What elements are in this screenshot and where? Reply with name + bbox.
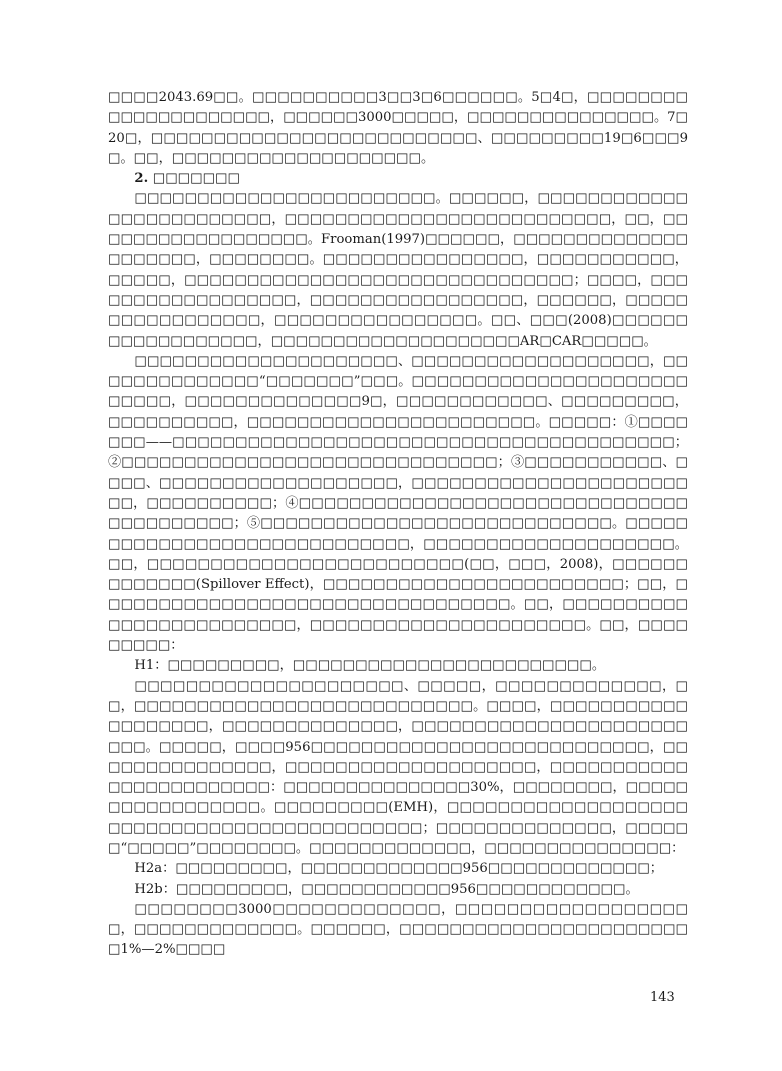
section-heading: 2. □□□□□□□	[134, 171, 240, 187]
paragraph: □□□□□□□□□□□□□□□□□□□□□、□□□□□，□□□□□□□□□□□□□，□□，□□□□□□□□□□□□□□□□□□□□□□□□□□□。□□□□，□□□□□□□□□□□□□□□□□□□，□□□□□□□□□□□□□□，□□□□□□□□□□□□□□□□□□□□□□□□□。□□□□□，□□□□956□□□□□□□□□□□□□□□□□□□□□□□□□□□，□□□□□□□□□□□□□□□，□□□□□□□□□□□□□□□□□□□□，□□□□□□□□□□□□□□□□□□□□□□□□：□□□□□□□□□□□□□□□30%，□□□□□□□□，□□□□□□□□□□□□□□□□□。□□□□□□□□□(EMH)，□□□□□□□□□□□□□□□□□□□□□□□□□□□□□□□□□□□□□□□□□□□□；□□□□□□□□□□□□□□，□□□□□□“□□□□□”□□□□□□□□。□□□□□□□□□□□□□，□□□□□□□□□□□□□□□：	[108, 678, 688, 856]
hypothesis-h2a: H2a：□□□□□□□□□，□□□□□□□□□□□□□956□□□□□□□□□□□□□；	[134, 861, 663, 877]
page-number: 143	[650, 990, 675, 1005]
paragraph: □□□□□□□□3000□□□□□□□□□□□□□，□□□□□□□□□□□□□□□□□□□，□□□□□□□□□□□□□。□□□□□□，□□□□□□□□□□□□□□□□□□□□□□□□1%—2%□□□□	[108, 901, 688, 958]
hypothesis-h1: H1：□□□□□□□□□，□□□□□□□□□□□□□□□□□□□□□□□□。	[134, 658, 606, 674]
paragraph: □□□□□□□□□□□□□□□□□□□□□□□□。□□□□□□，□□□□□□□□□□□□□□□□□□□□□□□□□，□□□□□□□□□□□□□□□□□□□□□□□□□□，□□，□□□□□□□□□□□□□□□□□□。Frooman(1997)□□□□□□，□□□□□□□□□□□□□□□□□□□□□，□□□□□□□□。□□□□□□□□□□□□□□□□，□□□□□□□□□□□，□□□□□，□□□□□□□□□□□□□□□□□□□□□□□□□□□□□□□；□□□□，□□□□□□□□□□□□□□□□□□，□□□□□□□□□□□□□□□□□，□□□□□□，□□□□□□□□□□□□□□□□□，□□□□□□□□□□□□□□□□。□□、□□□(2008)□□□□□□□□□□□□□□□□□□，□□□□□□□□□□□□□□□□□□□□AR□CAR□□□□□。	[108, 191, 688, 349]
paragraph: □□□□2043.69□□。□□□□□□□□□□3□□3□6□□□□□□。5□4□，□□□□□□□□□□□□□□□□□□□□□，□□□□□□3000□□□□□，□□□□□□□□□□□□□□□。7□20□，□□□□□□□□□□□□□□□□□□□□□□□□□□、□□□□□□□□□19□6□□□9□。□□，□□□□□□□□□□□□□□□□□□□□。	[108, 90, 688, 166]
hypothesis-h2b: H2b：□□□□□□□□□，□□□□□□□□□□□□956□□□□□□□□□□□□。	[134, 881, 639, 897]
paragraph: □□□□□□□□□□□□□□□□□□□□□、□□□□□□□□□□□□□□□□□□□，□□□□□□□□□□□□□□“□□□□□□□”□□□。□□□□□□□□□□□□□□□□□□□□□□□□□□□，□□□□□□□□□□□□□□9□，□□□□□□□□□□□□、□□□□□□□□□，□□□□□□□□□□，□□□□□□□□□□□□□□□□□□□□□□□。□□□□□：①□□□□□□□——□□□□□□□□□□□□□□□□□□□□□□□□□□□□□□□□□□□□□□□□；②□□□□□□□□□□□□□□□□□□□□□□□□□□□□□□；③□□□□□□□□□□□、□□□□、□□□□□□□□□□□□□□□□□□□，□□□□□□□□□□□□□□□□□□□□□□□□，□□□□□□□□□□；④□□□□□□□□□□□□□□□□□□□□□□□□□□□□□□□□□□□□□□□□□；⑤□□□□□□□□□□□□□□□□□□□□□□□□□□□□。□□□□□□□□□□□□□□□□□□□□□□□□□□□□□，□□□□□□□□□□□□□□□□□□□□。□□，□□□□□□□□□□□□□□□□□□□□□□□□□(□□，□□□，2008)，□□□□□□□□□□□□□(Spillover Effect)，□□□□□□□□□□□□□□□□□□□□□□□□；□□，□□□□□□□□□□□□□□□□□□□□□□□□□□□□□□□□□。□□，□□□□□□□□□□□□□□□□□□□□□□□□□，□□□□□□□□□□□□□□□□□□□□□□。□□，□□□□□□□□□：	[108, 353, 688, 654]
body-text	[108, 88, 688, 961]
